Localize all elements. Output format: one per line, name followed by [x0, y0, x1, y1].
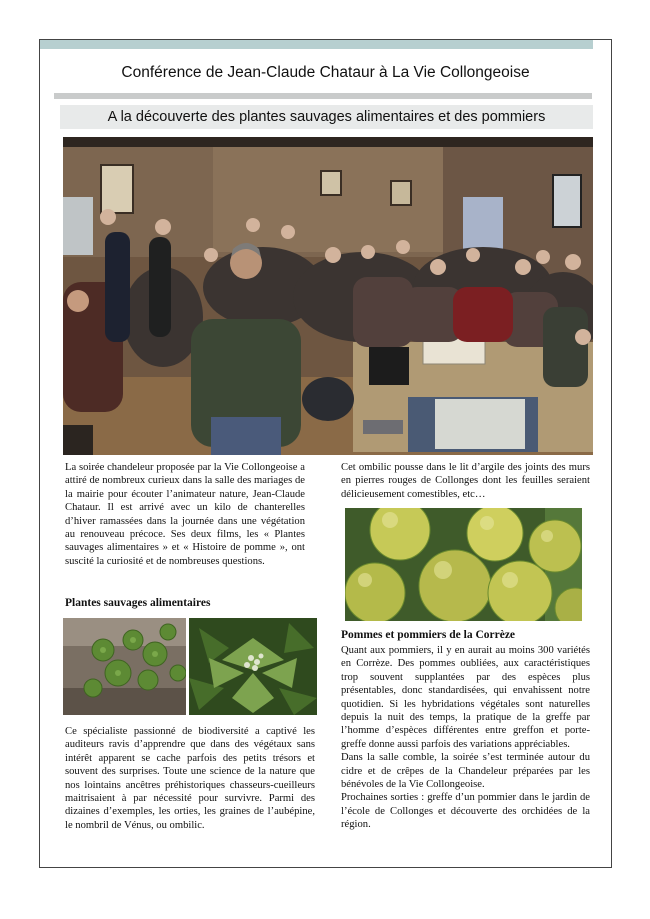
top-color-band — [40, 40, 593, 49]
ombilic-text: Cet ombilic pousse dans le lit d’argile des joints des murs en pierres rouges de Collonges dont les feuilles seraient délicieusement comestibles, etc… — [341, 462, 590, 500]
intro-paragraph — [65, 461, 305, 568]
conference-photo — [63, 137, 593, 455]
heading-plantes: Plantes sauvages alimentaires — [65, 597, 211, 609]
heading-pommes: Pommes et pommiers de la Corrèze — [341, 629, 516, 641]
plantes-text: Ce spécialiste passionné de biodiversité a captivé les auditeurs ravis d’apprendre que dans des végétaux sans intérêt apparent se cache parfois des petits trésors et souvent des surprises. Toute une science de la nature que nos lointains ancêtres préhistoriques chasseurs-cueilleurs maitrisaient à par nécessité pour survivre. Parmi des dizaines d’exemples, les orties, les graines de l’aubépine, le nombril de Vénus, ou ombilic. — [65, 726, 315, 831]
ombilic-paragraph — [341, 461, 590, 501]
pommes-text-1: Quant aux pommiers, il y en aurait au moins 300 variétés en Corrèze. Des pommes oubliées, aux caractéristiques trop souvent supplantées par des espèces plus présentables, donc standardisées, qui envahissent notre quotidien. Si les hybridations végétales sont naturelles depuis la nuit des temps, la pratique de la greffe par l’homme d’espèces différentes entre greffon et porte-greffe donne aussi parfois des variations appréciables. — [341, 645, 590, 750]
pommes-text-2: Dans la salle comble, la soirée s’est terminée autour du cidre et de crêpes de la Chandeleur préparées par les bénévoles de la Vie Collongeoise. — [341, 752, 590, 791]
plantes-paragraph — [65, 725, 315, 832]
ortie-photo — [189, 618, 317, 715]
page-subtitle: A la découverte des plantes sauvages alimentaires et des pommiers — [60, 105, 593, 129]
intro-text: La soirée chandeleur proposée par la Vie Collongeoise a attiré de nombreux curieux dans la salle des mariages de la mairie pour écouter l’animateur nature, Jean-Claude Chataur. Il est arrivé avec un kilo de chanterelles d’hiver ramassées dans la journée dans une végétation au renouveau précoce. Ses deux films, les « Plantes sauvages alimentaires » et « Histoire de pomme », ont suscité la curiosité et de nombreuses questions. — [65, 462, 305, 567]
pommes-paragraph — [341, 644, 590, 832]
page-frame — [39, 39, 612, 868]
pommes-text-3: Prochaines sorties : greffe d’un pommier dans le jardin de l’école de Collonges et découverte des orchidées de la région. — [341, 792, 590, 831]
ombilic-photo — [63, 618, 186, 715]
apples-photo — [345, 508, 582, 621]
title-rule — [54, 93, 592, 99]
page-title: Conférence de Jean-Claude Chataur à La Vie Collongeoise — [121, 64, 530, 81]
